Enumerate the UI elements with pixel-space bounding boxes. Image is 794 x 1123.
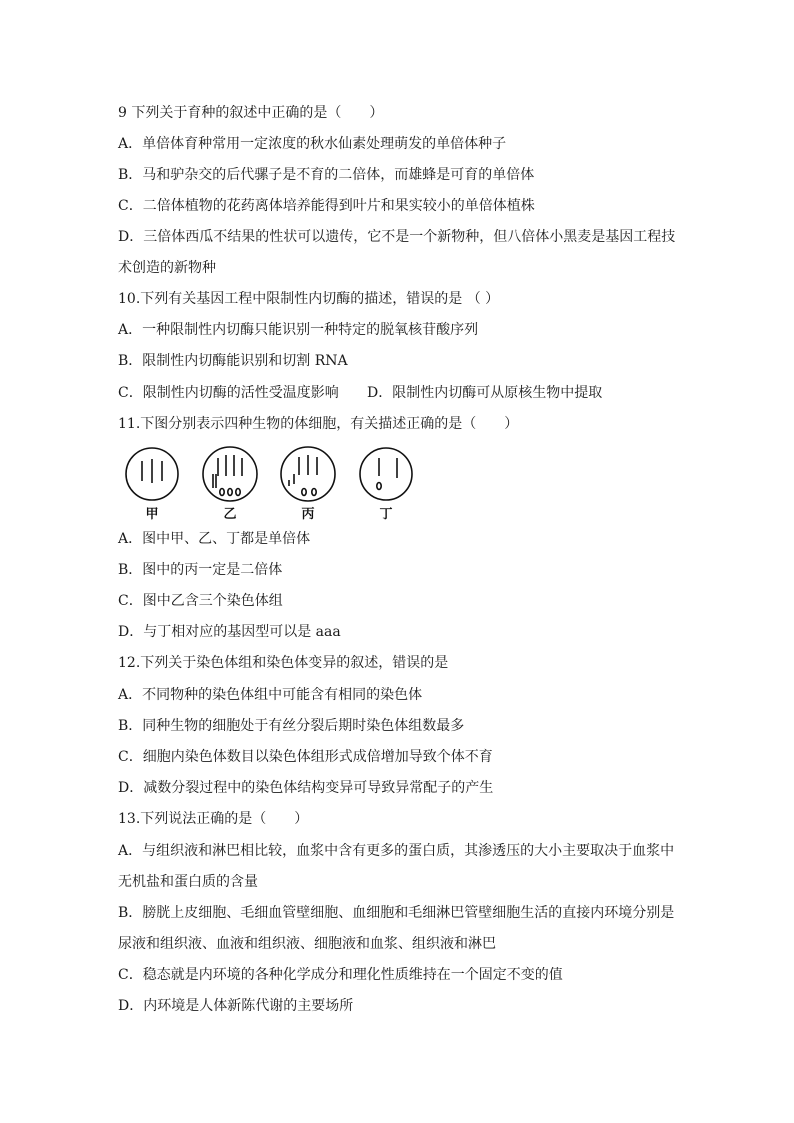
- cell-label-bing: 丙: [301, 507, 315, 522]
- cell-label-yi: 乙: [223, 507, 237, 522]
- cell-ding: [360, 448, 412, 500]
- q9-option-a: A．单倍体育种常用一定浓度的秋水仙素处理萌发的单倍体种子: [118, 136, 507, 152]
- q13-option-d: D．内环境是人体新陈代谢的主要场所: [118, 998, 354, 1014]
- q13-stem: 13.下列说法正确的是（ ）: [118, 811, 309, 827]
- q11-stem: 11.下图分别表示四种生物的体细胞，有关描述正确的是（ ）: [118, 416, 519, 432]
- q12-option-c: C．细胞内染色体数目以染色体组形式成倍增加导致个体不育: [118, 749, 493, 765]
- q10-option-c: C．限制性内切酶的活性受温度影响: [118, 385, 339, 401]
- q9-stem: 9 下列关于育种的叙述中正确的是（ ）: [118, 105, 384, 121]
- q10-option-b: B．限制性内切酶能识别和切割 RNA: [118, 353, 348, 369]
- cell-jia: [126, 448, 178, 500]
- q9-option-c: C．二倍体植物的花药离体培养能得到叶片和果实较小的单倍体植株: [118, 198, 535, 214]
- q12-option-d: D．减数分裂过程中的染色体结构变异可导致异常配子的产生: [118, 780, 494, 796]
- q13-option-a-line1: A．与组织液和淋巴相比较，血浆中含有更多的蛋白质，其渗透压的大小主要取决于血浆中: [118, 843, 675, 859]
- q11-option-a: A．图中甲、乙、丁都是单倍体: [118, 531, 311, 547]
- q11-option-c: C．图中乙含三个染色体组: [118, 593, 283, 609]
- q11-option-d: D．与丁相对应的基因型可以是 aaa: [118, 624, 341, 640]
- cell-bing: [281, 447, 335, 501]
- q10-option-a: A．一种限制性内切酶只能识别一种特定的脱氧核苷酸序列: [118, 322, 479, 338]
- q13-option-b-line2: 尿液和组织液、血液和组织液、细胞液和血浆、组织液和淋巴: [118, 936, 496, 952]
- q9-option-d-line2: 术创造的新物种: [118, 260, 216, 276]
- q9-option-d-line1: D．三倍体西瓜不结果的性状可以遗传，它不是一个新物种，但八倍体小黑麦是基因工程技: [118, 229, 676, 245]
- q13-option-c: C．稳态就是内环境的各种化学成分和理化性质维持在一个固定不变的值: [118, 967, 563, 983]
- q10-stem: 10.下列有关基因工程中限制性内切酶的描述，错误的是 （ ）: [118, 291, 500, 307]
- q9-option-b: B．马和驴杂交的后代骡子是不育的二倍体，而雄蜂是可育的单倍体: [118, 167, 535, 183]
- q10-option-d: D．限制性内切酶可从原核生物中提取: [367, 385, 603, 401]
- cell-yi: [203, 447, 257, 501]
- q11-option-b: B．图中的丙一定是二倍体: [118, 562, 283, 578]
- q13-option-a-line2: 无机盐和蛋白质的含量: [118, 874, 258, 890]
- q13-option-b-line1: B．膀胱上皮细胞、毛细血管壁细胞、血细胞和毛细淋巴管壁细胞生活的直接内环境分别是: [118, 905, 675, 921]
- q12-option-a: A．不同物种的染色体组中可能含有相同的染色体: [118, 687, 423, 703]
- cells-figure: [118, 444, 428, 524]
- cell-label-ding: 丁: [379, 507, 393, 522]
- q12-stem: 12.下列关于染色体组和染色体变异的叙述，错误的是: [118, 655, 449, 671]
- cell-label-jia: 甲: [145, 507, 159, 522]
- q12-option-b: B．同种生物的细胞处于有丝分裂后期时染色体组数最多: [118, 718, 465, 734]
